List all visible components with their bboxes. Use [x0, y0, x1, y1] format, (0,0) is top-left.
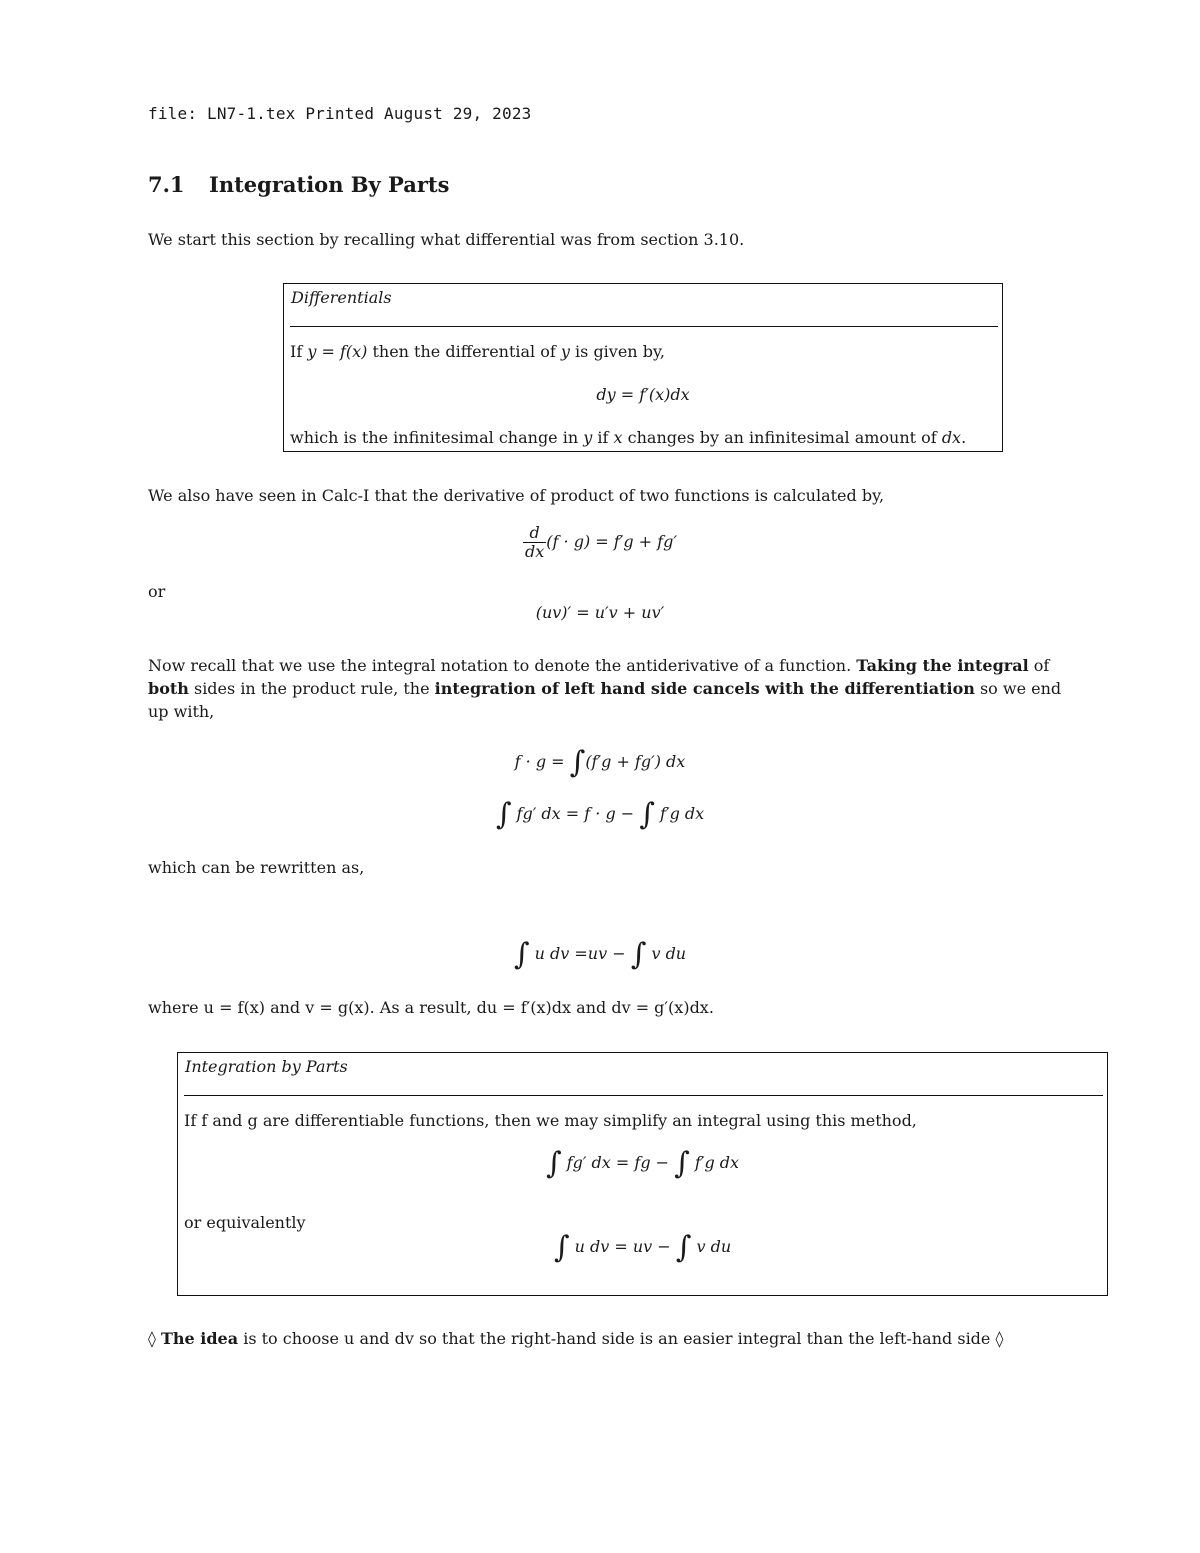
ibp-box-title: Integration by Parts	[185, 1057, 348, 1076]
differentials-box	[283, 283, 1003, 452]
differentials-explanation: which is the infinitesimal change in y if x changes by an infinitesimal amount of dx.	[290, 428, 967, 447]
or-label: or	[148, 582, 166, 601]
box-divider	[184, 1095, 1103, 1096]
intro-paragraph: We start this section by recalling what differential was from section 3.10.	[148, 230, 745, 249]
diamond-icon: ◊	[995, 1329, 1004, 1348]
section-heading	[148, 172, 449, 197]
integration-by-parts-derivation: ∫ fg′ dx = f · g − ∫ f′g dx	[495, 797, 705, 832]
differentials-box-title: Differentials	[291, 288, 392, 307]
product-rule-uv-equation: (uv)′ = u′v + uv′	[535, 603, 665, 622]
ibp-formula-fg: ∫ fg′ dx = fg − ∫ f′g dx	[545, 1146, 740, 1181]
diamond-icon: ◊	[148, 1329, 156, 1348]
recall-paragraph: Now recall that we use the integral notation to denote the antiderivative of a function. Taking the integral of both sides in the product rule, the integration of left hand side cancels with the differentiation so we end up with,	[148, 656, 1062, 721]
product-rule-text: We also have seen in Calc-I that the derivative of product of two functions is calculated by,	[148, 486, 885, 505]
ibp-or-label: or equivalently	[184, 1213, 306, 1232]
derivative-fraction: $\frac{d}{dx}$	[525, 523, 545, 561]
substitution-text: where u = f(x) and v = g(x). As a result, du = f′(x)dx and dv = g′(x)dx.	[148, 998, 714, 1017]
file-header: file: LN7-1.tex Printed August 29, 2023	[148, 104, 532, 123]
integration-by-parts-box	[177, 1052, 1108, 1296]
section-title: Integration By Parts	[209, 172, 450, 197]
integrated-product-equation: f · g = ∫(f′g + fg′) dx	[514, 745, 686, 780]
ibp-statement: If f and g are differentiable functions, then we may simplify an integral using this method,	[184, 1111, 917, 1130]
box-divider	[290, 326, 998, 327]
differentials-definition: If y = f(x) then the differential of y is given by,	[290, 342, 665, 361]
product-rule-equation: $\frac{d}{dx}$ (f · g) = f′g + fg′	[525, 523, 677, 561]
idea-note: ◊ The idea is to choose u and dv so that the right-hand side is an easier integral than the left-hand side ◊	[148, 1329, 1004, 1348]
section-number: 7.1	[148, 172, 185, 197]
uv-formula: ∫ u dv =uv − ∫ v du	[513, 937, 687, 972]
ibp-formula-uv: ∫ u dv = uv − ∫ v du	[553, 1230, 732, 1265]
differential-equation: dy = f′(x)dx	[596, 385, 690, 404]
rewrite-text: which can be rewritten as,	[148, 858, 365, 877]
